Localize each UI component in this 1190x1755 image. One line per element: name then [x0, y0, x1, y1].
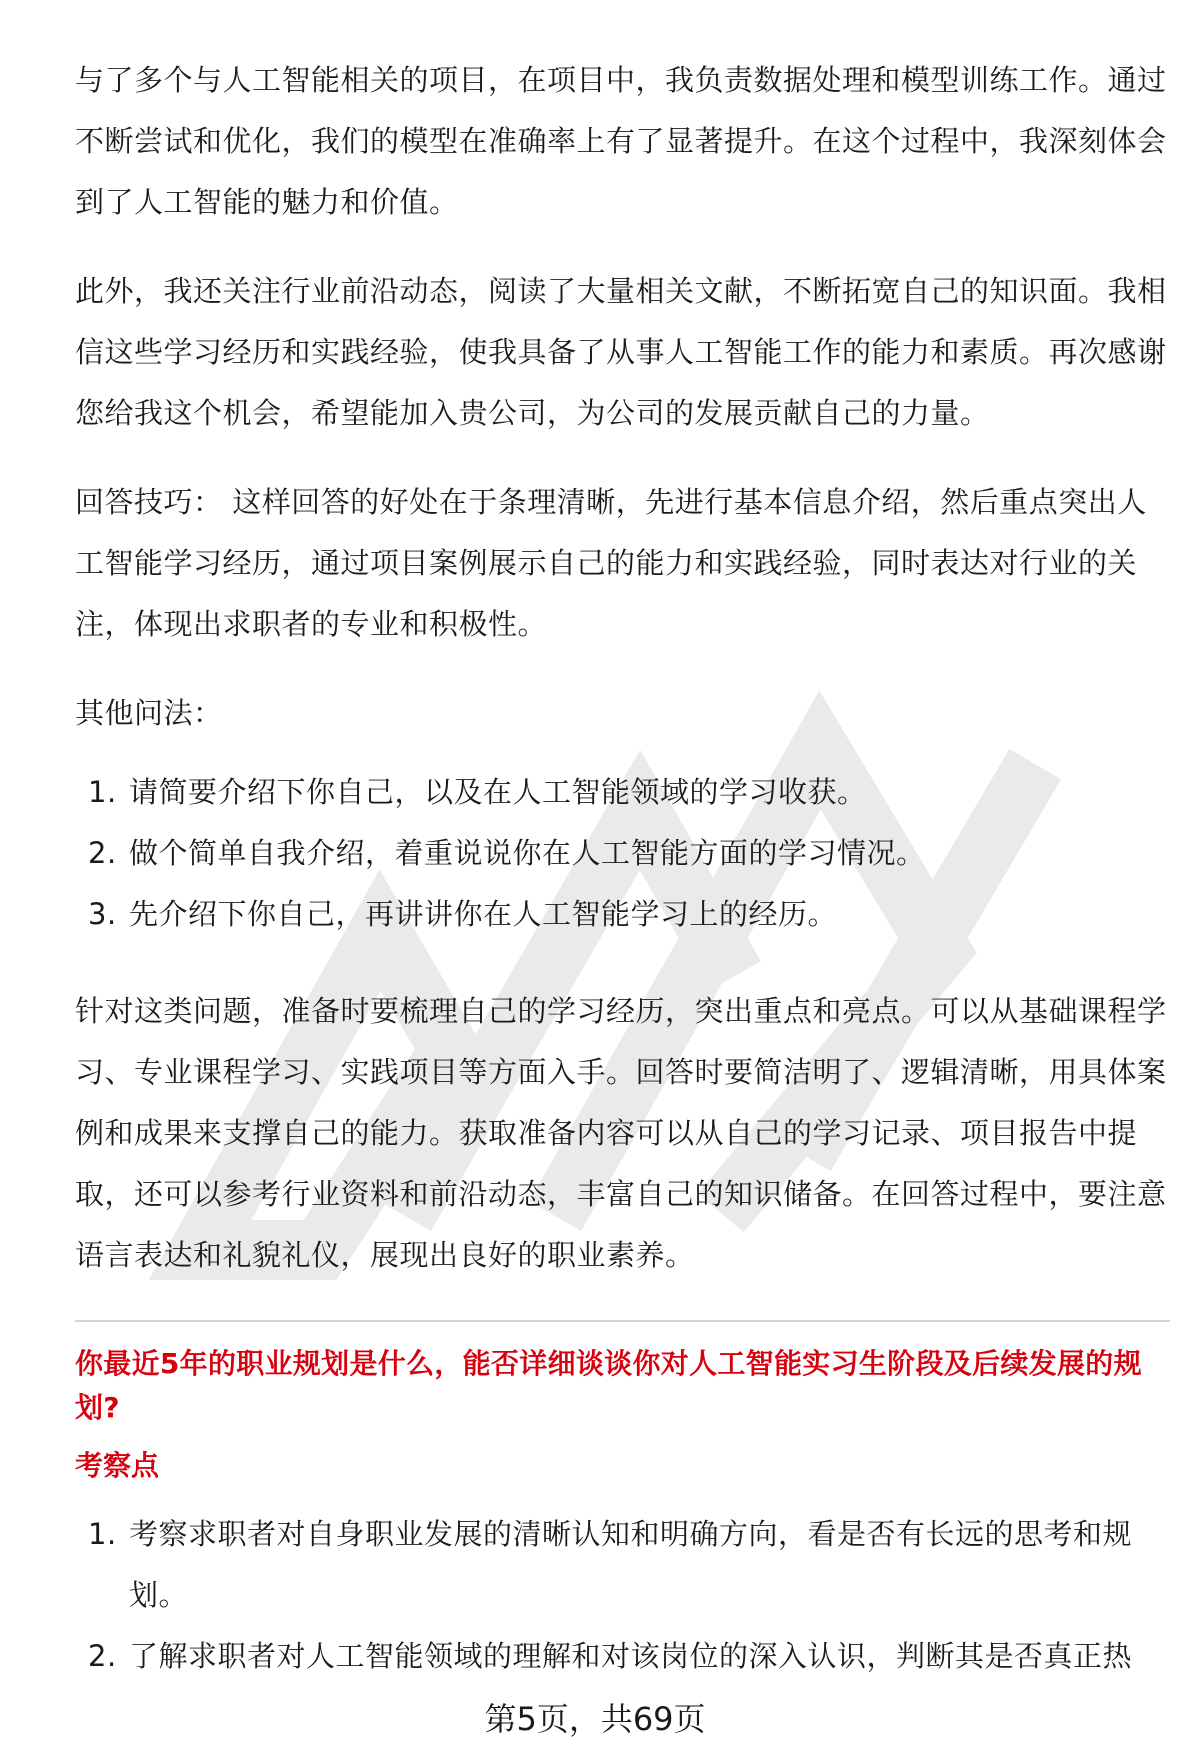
section-divider: [75, 1320, 1170, 1322]
document-body: [75, 50, 1170, 1723]
assessment-heading: 考察点: [75, 1449, 160, 1482]
list-item: [75, 884, 1170, 945]
list-item: [75, 762, 1170, 823]
list-number: 1.: [88, 775, 117, 809]
list-item: [75, 1626, 1170, 1687]
list-item-text: 考察求职者对自身职业发展的清晰认知和明确方向，看是否有长远的思考和规划。: [129, 1517, 1133, 1612]
paragraph-answer-tips: 回答技巧： 这样回答的好处在于条理清晰，先进行基本信息介绍，然后重点突出人工智能学习经历，通过项目案例展示自己的能力和实践经验，同时表达对行业的关注，体现出求职者的专业和积极性。: [75, 485, 1147, 641]
list-item: [75, 1504, 1170, 1626]
assessment-points-list: [75, 1504, 1170, 1687]
list-number: 2.: [88, 836, 117, 870]
list-number: 3.: [88, 897, 117, 931]
list-item-text: 了解求职者对人工智能领域的理解和对该岗位的深入认识，判断其是否真正热: [129, 1639, 1133, 1673]
list-item: [75, 823, 1170, 884]
other-ways-list: [75, 762, 1170, 945]
other-ways-heading: 其他问法：: [75, 696, 223, 730]
list-item-text: 请简要介绍下你自己，以及在人工智能领域的学习收获。: [129, 775, 867, 809]
list-number: 2.: [88, 1639, 117, 1673]
list-item-text: 先介绍下你自己，再讲讲你在人工智能学习上的经历。: [129, 897, 838, 931]
paragraph-industry-focus: 此外，我还关注行业前沿动态，阅读了大量相关文献，不断拓宽自己的知识面。我相信这些学习经历和实践经验，使我具备了从事人工智能工作的能力和素质。再次感谢您给我这个机会，希望能加入贵公司，为公司的发展贡献自己的力量。: [75, 274, 1167, 430]
question-heading: 你最近5年的职业规划是什么，能否详细谈谈你对人工智能实习生阶段及后续发展的规划?: [75, 1347, 1142, 1424]
list-number: 1.: [88, 1517, 117, 1551]
page-number-footer: 第5页，共69页: [484, 1700, 706, 1738]
list-item-text: 做个简单自我介绍，着重说说你在人工智能方面的学习情况。: [129, 836, 926, 870]
paragraph-project-experience: 与了多个与人工智能相关的项目，在项目中，我负责数据处理和模型训练工作。通过不断尝试和优化，我们的模型在准确率上有了显著提升。在这个过程中，我深刻体会到了人工智能的魅力和价值。: [75, 63, 1167, 219]
paragraph-preparation-advice: 针对这类问题，准备时要梳理自己的学习经历，突出重点和亮点。可以从基础课程学习、专业课程学习、实践项目等方面入手。回答时要简洁明了、逻辑清晰，用具体案例和成果来支撑自己的能力。获取准备内容可以从自己的学习记录、项目报告中提取，还可以参考行业资料和前沿动态，丰富自己的知识储备。在回答过程中，要注意语言表达和礼貌礼仪，展现出良好的职业素养。: [75, 994, 1167, 1272]
